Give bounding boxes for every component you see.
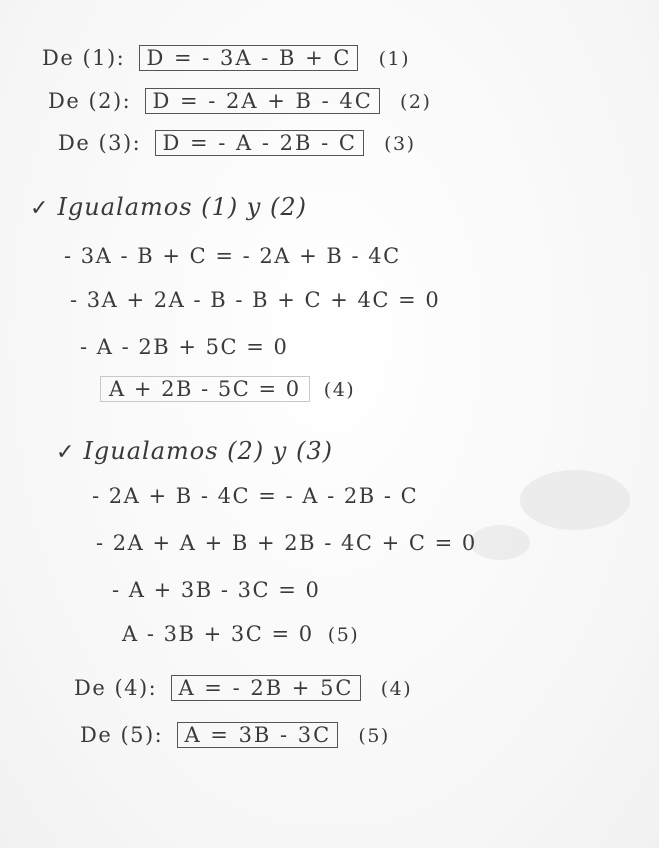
substitution-prefix: De (2):	[48, 89, 132, 113]
substitution-prefix: De (5):	[80, 723, 164, 747]
step1-line-2: - 3A + 2A - B - B + C + 4C = 0	[70, 288, 441, 312]
substitution-prefix: De (4):	[74, 676, 158, 700]
step2-line-1: - 2A + B - 4C = - A - 2B - C	[92, 484, 419, 508]
checkmark-icon: ✓	[56, 440, 76, 465]
step2-result-line	[122, 622, 359, 646]
step1-heading	[30, 193, 307, 221]
step2-result: A - 3B + 3C = 0	[122, 622, 314, 646]
step2-line-3: - A + 3B - 3C = 0	[112, 578, 321, 602]
boxed-equation: D = - A - 2B - C	[155, 130, 363, 156]
step1-result: A + 2B - 5C = 0	[100, 376, 310, 402]
paper-smudge	[470, 525, 530, 560]
step2-heading-text: Igualamos (2) y (3)	[83, 437, 333, 465]
step2-heading	[56, 437, 333, 465]
boxed-equation: D = - 3A - B + C	[139, 45, 358, 71]
equation-tag: (3)	[384, 133, 416, 155]
equation-tag: (4)	[323, 379, 356, 401]
paper-smudge	[520, 470, 630, 530]
equation-tag: (1)	[378, 48, 411, 70]
step1-line-1: - 3A - B + C = - 2A + B - 4C	[64, 244, 401, 268]
substitution-line-1	[42, 45, 410, 71]
boxed-equation: A = 3B - 3C	[177, 722, 338, 748]
substitution-line-2	[48, 88, 431, 114]
equation-tag: (5)	[358, 725, 390, 747]
step1-heading-text: Igualamos (1) y (2)	[57, 193, 307, 221]
substitution-prefix: De (1):	[42, 46, 126, 70]
boxed-equation: A = - 2B + 5C	[171, 675, 360, 701]
equation-tag: (4)	[380, 678, 413, 700]
substitution-prefix: De (3):	[58, 131, 142, 155]
step1-result-line	[100, 376, 355, 402]
boxed-equation: D = - 2A + B - 4C	[145, 88, 379, 114]
equation-tag: (5)	[327, 624, 360, 646]
step2-line-2: - 2A + A + B + 2B - 4C + C = 0	[96, 531, 477, 555]
substitution-line-4	[74, 675, 412, 701]
step1-line-3: - A - 2B + 5C = 0	[80, 335, 289, 359]
equation-tag: (2)	[399, 91, 432, 113]
checkmark-icon: ✓	[30, 196, 50, 221]
substitution-line-5	[80, 722, 390, 748]
substitution-line-3	[58, 130, 416, 156]
